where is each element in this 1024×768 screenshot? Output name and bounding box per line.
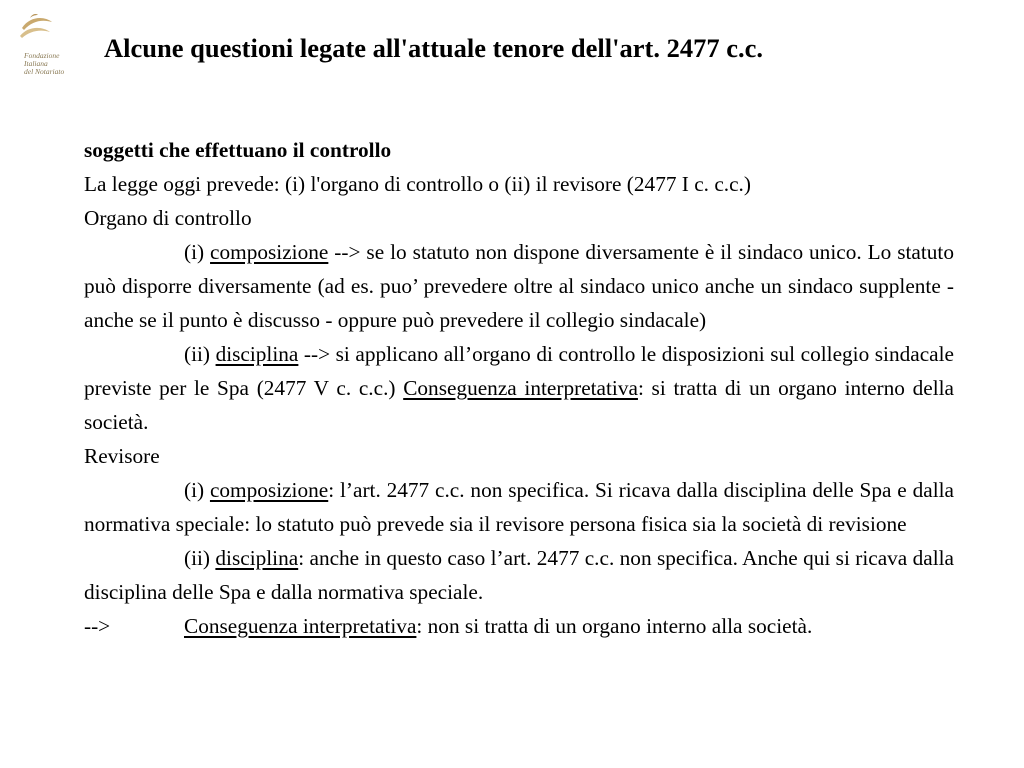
logo-swoosh-icon [16,10,56,50]
logo-text [24,52,64,76]
logo-line-1: Fondazione [24,51,60,60]
fondazione-logo [16,10,74,80]
term-composizione-revisore: composizione [209,478,329,502]
arrow-marker: --> [84,614,111,638]
term-conseguenza-interpretativa: Conseguenza interpretativa [403,376,638,400]
logo-line-2: Italiana [24,59,48,68]
term-composizione: composizione [210,240,329,264]
heading-text: soggetti che effettuano il controllo [84,138,392,162]
slide-body [84,133,954,643]
section-heading [84,133,954,167]
organo-label: Organo di controllo [84,206,252,230]
intro-line: La legge oggi prevede: (i) l'organo di controllo o (ii) il revisore (2477 I c. c.c.) [84,172,751,196]
page-title: Alcune questioni legate all'attuale tenore dell'art. 2477 c.c. [104,33,763,63]
organo-composizione-paragraph: (i) composizione --> se lo statuto non dispone diversamente è il sindaco unico. Lo statuto può disporre diversamente (ad es. puo’ prevedere oltre al sindaco unico anche un sindaco supplente - anche se il punto è discusso - oppure può prevedere il collegio sindacale) [84,240,954,332]
term-disciplina: disciplina [215,342,299,366]
revisore-disciplina-paragraph: (ii) disciplina: anche in questo caso l’art. 2477 c.c. non specifica. Anche qui si ricava dalla disciplina delle Spa e dalla normativa speciale. [84,546,955,604]
final-conclusion-paragraph: --> Conseguenza interpretativa: non si tratta di un organo interno alla società. [84,609,954,643]
revisore-composizione-paragraph: (i) composizione: l’art. 2477 c.c. non specifica. Si ricava dalla disciplina delle Spa e dalla normativa speciale: lo statuto può prevede sia il revisore persona fisica sia la società di revisione [84,478,954,536]
organo-disciplina-paragraph: (ii) disciplina --> si applicano all’organo di controllo le disposizioni sul collegio sindacale previste per le Spa (2477 V c. c.c.) Conseguenza interpretativa: si tratta di un organo interno della società. [84,342,954,434]
term-conseguenza-finale: Conseguenza interpretativa [184,614,417,638]
logo-line-3: del Notariato [24,67,65,76]
revisore-label: Revisore [84,444,160,468]
term-disciplina-revisore: disciplina [215,546,299,570]
